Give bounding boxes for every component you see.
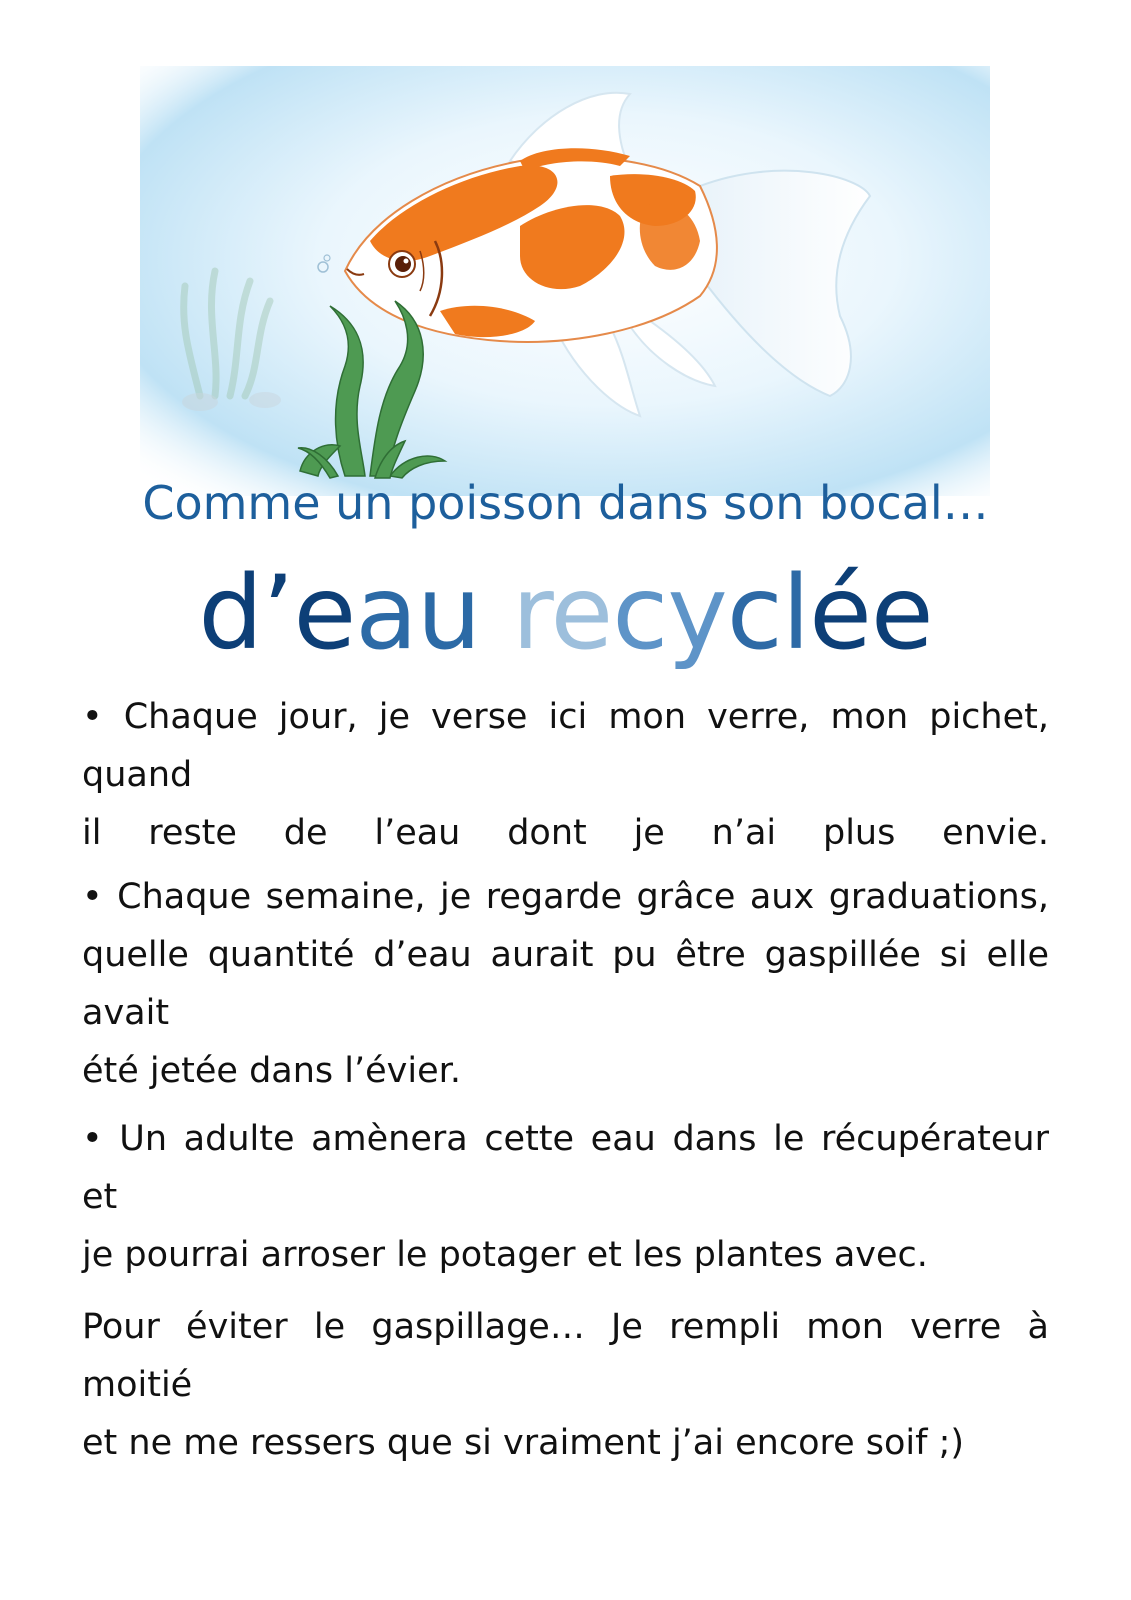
title-segment: ée [809,554,933,673]
page-title [0,554,1131,674]
paragraph-line: • Un adulte amènera cette eau dans le récupérateur et [82,1119,1049,1217]
paragraph-line: il reste de l’eau dont je n’ai plus envie. [82,813,1049,853]
paragraph-line: • Chaque jour, je verse ici mon verre, mon pichet, quand [82,697,1049,795]
goldfish-illustration [140,66,990,496]
paragraph-adult [82,1110,1049,1284]
paragraph-conclusion [82,1298,1049,1472]
paragraph-line: quelle quantité d’eau aurait pu être gaspillée si elle avait [82,935,1049,1033]
title-segment: au [355,554,512,673]
paragraph-line: je pourrai arroser le potager et les plantes avec. [82,1235,928,1275]
paragraph-line: été jetée dans l’évier. [82,1051,461,1091]
title-segment: d’e [198,554,356,673]
title-segment: re [511,554,613,673]
subtitle: Comme un poisson dans son bocal… [142,476,989,530]
paragraph-line: • Chaque semaine, je regarde grâce aux graduations, [82,877,1049,917]
paragraph-weekly [82,868,1049,1100]
paragraph-line: Pour éviter le gaspillage… Je rempli mon verre à moitié [82,1307,1049,1405]
paragraph-daily [82,688,1049,862]
title-segment: cl [726,554,810,673]
title-segment: cy [612,554,727,673]
paragraph-line: et ne me ressers que si vraiment j’ai encore soif ;) [82,1423,965,1463]
